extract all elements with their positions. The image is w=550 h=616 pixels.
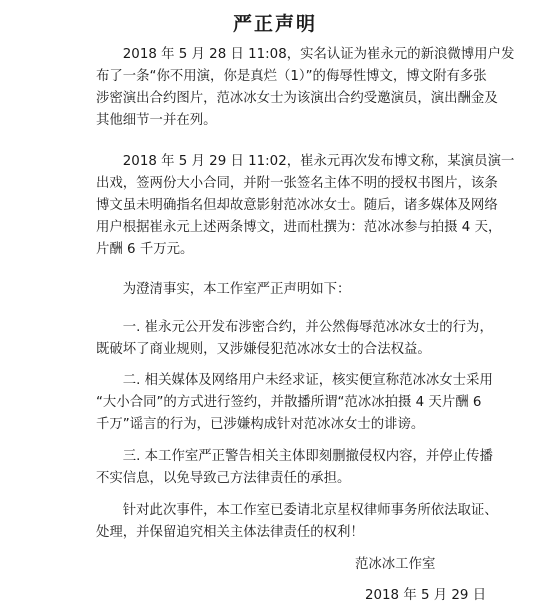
paragraph-4 (96, 317, 508, 361)
paragraph-line: 处理，并保留追究相关主体法律责任的权利！ (96, 525, 364, 540)
paragraph-line: 博文虽未明确指名但却故意影射范冰冰女士。随后，诸多媒体及网络 (96, 198, 498, 213)
paragraph-line: “大小合同”的方式进行签约，并散播所谓“范冰冰拍摄 4 天片酬 6 (96, 395, 482, 410)
paragraph-line: 三. 本工作室严正警告相关主体即刻删撤侵权内容，并停止传播 (96, 449, 493, 464)
paragraph-1 (96, 44, 515, 132)
paragraph-7 (96, 500, 508, 544)
paragraph-line: 2018 年 5 月 29 日 11:02，崔永元再次发布博文称，某演员演一 (96, 154, 515, 169)
paragraph-line: 一. 崔永元公开发布涉密合约，并公然侮辱范冰冰女士的行为， (96, 320, 493, 335)
paragraph-6 (96, 446, 508, 490)
paragraph-line: 布了一条“你不用演，你是真烂（1）”的侮辱性博文，博文附有多张 (96, 69, 487, 84)
document-title: 严正声明 (232, 13, 317, 35)
paragraph-3 (96, 279, 508, 301)
paragraph-2 (96, 151, 515, 261)
signature: 范冰冰工作室 (355, 557, 436, 572)
paragraph-line: 2018 年 5 月 28 日 11:08，实名认证为崔永元的新浪微博用户发 (96, 47, 515, 62)
statement-date: 2018 年 5 月 29 日 (365, 588, 487, 603)
paragraph-line: 既破坏了商业规则，又涉嫌侵犯范冰冰女士的合法权益。 (96, 342, 431, 357)
paragraph-line: 用户根据崔永元上述两条博文，进而杜撰为：范冰冰参与拍摄 4 天， (96, 220, 502, 235)
paragraph-line: 千万”谣言的行为，已涉嫌构成针对范冰冰女士的诽谤。 (96, 417, 425, 432)
paragraph-line: 片酬 6 千万元。 (96, 242, 194, 257)
paragraph-line: 为澄清事实，本工作室严正声明如下： (96, 282, 351, 297)
paragraph-line: 不实信息，以免导致己方法律责任的承担。 (96, 471, 351, 486)
paragraph-5 (96, 370, 508, 436)
paragraph-line: 涉密演出合约图片，范冰冰女士为该演出合约受邀演员，演出酬金及 (96, 91, 498, 106)
paragraph-line: 出戏，签两份大小合同，并附一张签名主体不明的授权书图片，该条 (96, 176, 498, 191)
paragraph-line: 其他细节一并在列。 (96, 113, 217, 128)
paragraph-line: 二. 相关媒体及网络用户未经求证，核实便宣称范冰冰女士采用 (96, 373, 493, 388)
paragraph-line: 针对此次事件，本工作室已委请北京星权律师事务所依法取证、 (96, 503, 498, 518)
